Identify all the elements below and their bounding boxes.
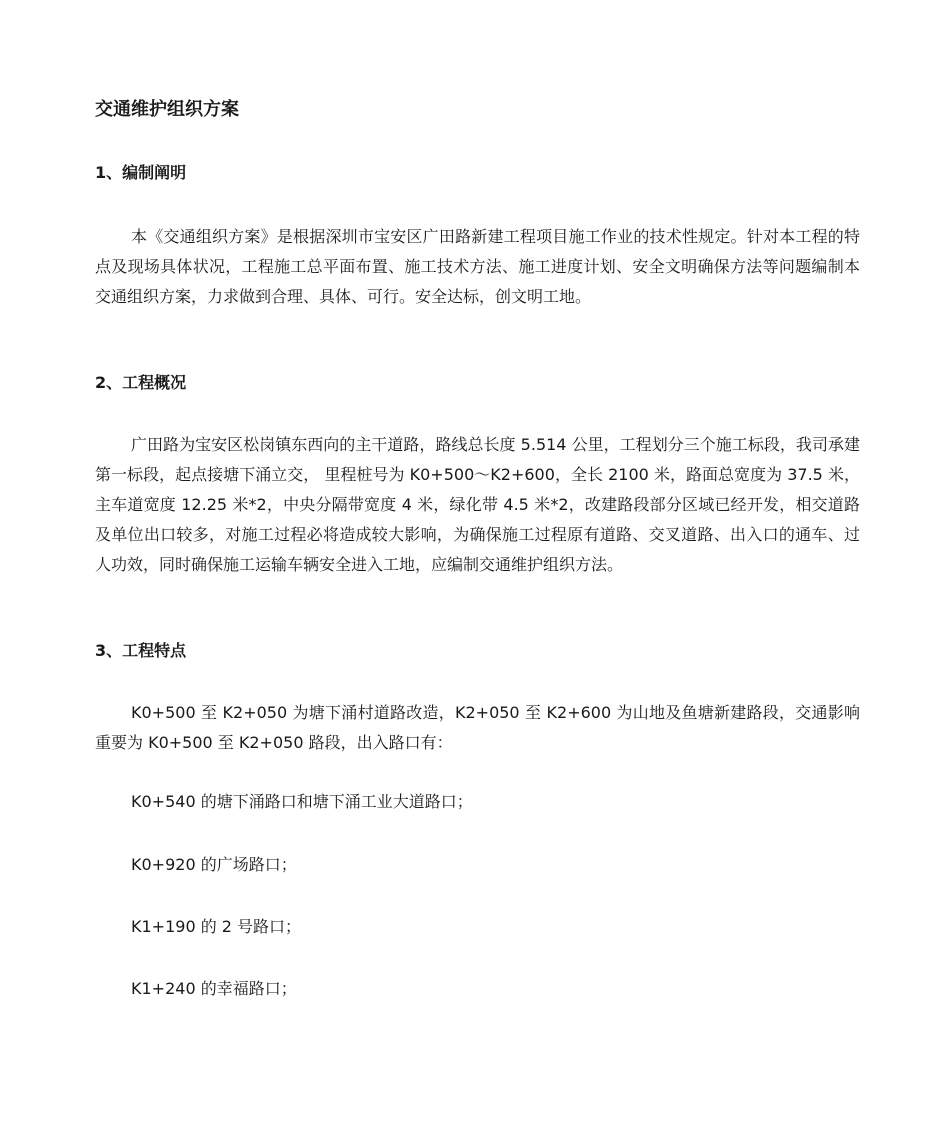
section-heading-features: 3、工程特点 [95,641,187,660]
section-paragraph-preparation: 本《交通组织方案》是根据深圳市宝安区广田路新建工程项目施工作业的技术性规定。针对本工程的特点及现场具体状况，工程施工总平面布置、施工技术方法、施工进度计划、安全文明确保方法等问题编制本交通组织方案，力求做到合理、具体、可行。安全达标，创文明工地。 [95,227,860,306]
section-paragraph-overview: 广田路为宝安区松岗镇东西向的主干道路，路线总长度 5.514 公里，工程划分三个施工标段，我司承建第一标段，起点接塘下涌立交， 里程桩号为 K0+500～K2+600，全长 2100 米，路面总宽度为 37.5 米，主车道宽度 12.25 米*2，中央分隔带宽度 4 米，绿化带 4.5 米*2，改建路段部分区域已经开发，相交道路及单位出口较多，对施工过程必将造成较大影响，为确保施工过程原有道路、交叉道路、出入口的通车、过人功效，同时确保施工运输车辆安全进入工地，应编制交通维护组织方法。 [95,435,860,574]
list-item: K0+920 的广场路口； [131,855,297,874]
list-item: K1+190 的 2 号路口； [131,917,302,936]
section-heading-preparation: 1、编制阐明 [95,163,187,182]
section-heading-overview: 2、工程概况 [95,373,187,392]
list-item: K0+540 的塘下涌路口和塘下涌工业大道路口； [131,792,473,811]
section-paragraph-features: K0+500 至 K2+050 为塘下涌村道路改造，K2+050 至 K2+600 为山地及鱼塘新建路段，交通影响重要为 K0+500 至 K2+050 路段，出入路口有： [95,703,860,752]
list-item: K1+240 的幸福路口； [131,979,297,998]
document-title: 交通维护组织方案 [95,99,239,120]
